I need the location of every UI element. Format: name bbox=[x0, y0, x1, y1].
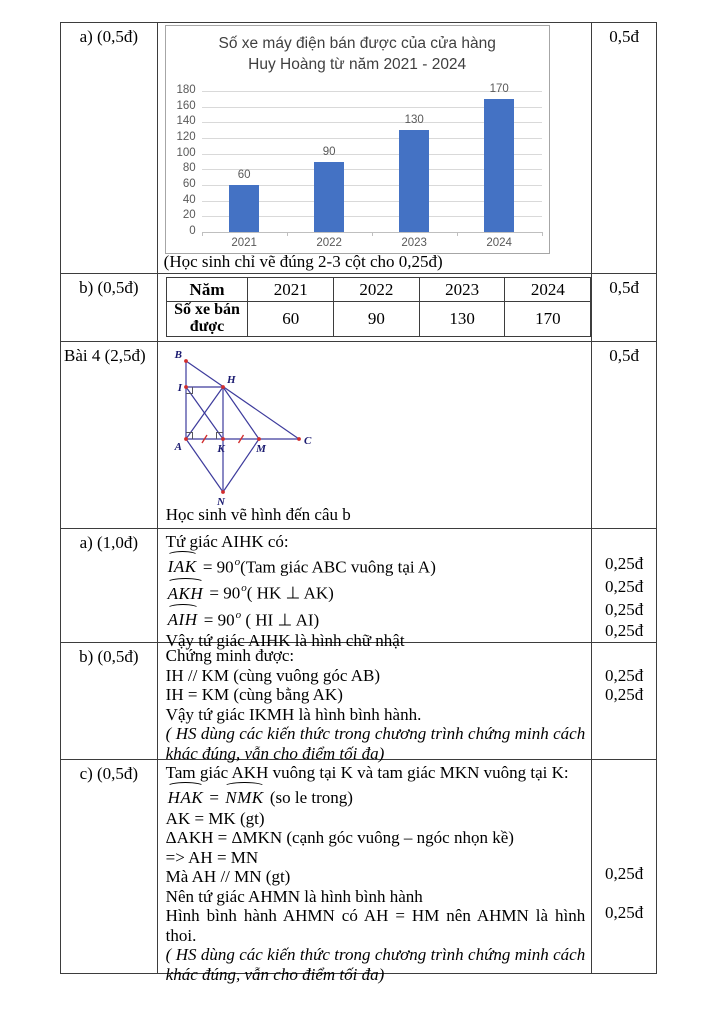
score-value: 0,25đ bbox=[604, 665, 644, 685]
score-spacer bbox=[592, 942, 656, 962]
value-2021: 60 bbox=[248, 302, 334, 337]
proof-cell bbox=[158, 643, 593, 763]
chart-note: (Học sinh chỉ vẽ đúng 2-3 cột cho 0,25đ) bbox=[163, 252, 443, 271]
point-label-H: H bbox=[226, 374, 236, 386]
y-axis-tick-label: 0 bbox=[189, 225, 196, 237]
row-label: b) (0,5đ) bbox=[61, 643, 158, 759]
score-spacer bbox=[592, 724, 656, 744]
chart-title-line2: Huy Hoàng từ năm 2021 - 2024 bbox=[248, 56, 467, 73]
score-value: 0,25đ bbox=[604, 864, 644, 883]
geometry-figure bbox=[164, 348, 316, 518]
chart-title-line1: Số xe máy điện bán được của cửa hàng bbox=[218, 35, 496, 52]
proof-line: thoi. bbox=[165, 925, 197, 945]
bar-data-label: 90 bbox=[322, 145, 336, 158]
chart-title bbox=[166, 33, 549, 75]
score-spacer bbox=[592, 806, 656, 826]
table-row bbox=[166, 278, 591, 302]
proof-line: khác đúng, vẫn cho điểm tối đa) bbox=[165, 964, 385, 984]
bar-2023 bbox=[399, 130, 429, 232]
header-2021: 2021 bbox=[248, 278, 334, 302]
x-axis-tick bbox=[457, 232, 458, 236]
x-axis-tick bbox=[202, 232, 203, 236]
bar-data-label: 130 bbox=[404, 114, 424, 127]
row-label: c) (0,5đ) bbox=[61, 760, 158, 973]
angle-hat: AKH bbox=[166, 579, 206, 605]
rubric-row-bai4-figure bbox=[61, 342, 656, 529]
score-value: 0,25đ bbox=[604, 685, 644, 704]
point-label-C: C bbox=[303, 435, 312, 447]
score-spacer bbox=[592, 646, 656, 666]
x-axis-label: 2021 bbox=[231, 237, 257, 249]
x-axis-label: 2024 bbox=[486, 237, 512, 249]
score-spacer bbox=[592, 532, 656, 552]
point-label-I: I bbox=[177, 382, 182, 394]
score-cell bbox=[592, 643, 656, 759]
score-value: 0,25đ bbox=[604, 553, 644, 573]
score-spacer bbox=[592, 923, 656, 943]
proof-line: ( HS dùng các kiến thức trong chương trình chứng minh cách bbox=[165, 945, 586, 964]
row-label: a) (1,0đ) bbox=[61, 529, 158, 642]
score-cell bbox=[592, 760, 656, 973]
point-H bbox=[221, 385, 225, 389]
y-axis-tick-label: 120 bbox=[176, 131, 196, 143]
x-axis-tick bbox=[542, 232, 543, 236]
y-axis-tick-label: 180 bbox=[176, 84, 196, 96]
point-B bbox=[184, 359, 188, 363]
score-spacer bbox=[592, 783, 656, 806]
proof-lines bbox=[158, 529, 592, 651]
rubric-row-a-chart bbox=[61, 23, 656, 274]
score-spacer bbox=[592, 825, 656, 845]
score-value: 0,25đ bbox=[604, 599, 644, 619]
proof-line: IH // KM (cùng vuông góc AB) bbox=[165, 665, 381, 685]
proof-line: AKH = $90^o$( HK ⊥ AK) bbox=[166, 578, 586, 605]
score-value: 0,25đ bbox=[604, 620, 644, 640]
score-cell: 0,5đ bbox=[609, 346, 639, 365]
bar-2024 bbox=[484, 99, 514, 232]
x-axis-label: 2022 bbox=[316, 237, 342, 249]
bar-2022 bbox=[314, 162, 344, 233]
data-table-cell bbox=[158, 274, 593, 341]
y-axis-tick-label: 40 bbox=[182, 193, 196, 206]
point-label-B: B bbox=[174, 349, 182, 361]
y-axis-tick-label: 100 bbox=[176, 146, 196, 159]
proof-line: Vậy tứ giác AIHK là hình chữ nhật bbox=[165, 631, 405, 651]
score-cell: 0,5đ bbox=[609, 27, 639, 46]
point-N bbox=[221, 490, 225, 494]
bar-data-label: 60 bbox=[237, 169, 251, 181]
angle-hat: HAK bbox=[166, 783, 206, 809]
proof-line: AK = MK (gt) bbox=[165, 808, 265, 828]
score-lines bbox=[592, 760, 656, 981]
score-spacer bbox=[592, 705, 656, 725]
proof-line: IAK = $90^o(Tam$ giác ABC vuông tại A) bbox=[166, 552, 586, 579]
point-label-A: A bbox=[174, 441, 182, 453]
data-table bbox=[166, 277, 592, 337]
chart-cell bbox=[158, 23, 593, 273]
x-axis-tick bbox=[287, 232, 288, 236]
score-spacer bbox=[592, 884, 656, 904]
proof-cell bbox=[158, 529, 593, 651]
proof-line: Vậy tứ giác IKMH là hình bình hành. bbox=[165, 704, 422, 724]
point-label-K: K bbox=[217, 443, 225, 455]
proof-line: Mà AH // MN (gt) bbox=[165, 867, 291, 886]
y-axis-tick-label: 60 bbox=[182, 178, 196, 190]
score-cell bbox=[592, 529, 656, 642]
proof-line: Nên tứ giác AHMN là hình bình hành bbox=[165, 886, 423, 906]
proof-lines bbox=[158, 643, 592, 763]
angle-hat: AIH bbox=[166, 605, 200, 631]
value-2022: 90 bbox=[334, 302, 420, 337]
segment-MN bbox=[223, 439, 259, 492]
proof-line: IH = KM (cùng bằng AK) bbox=[165, 685, 343, 704]
proof-line: ( HS dùng các kiến thức trong chương trình chứng minh cách bbox=[165, 724, 586, 743]
proof-line: AIH = $90^o$ ( HI ⊥ AI) bbox=[166, 605, 586, 632]
y-axis-tick-label: 20 bbox=[182, 209, 196, 222]
point-K bbox=[221, 437, 225, 441]
header-2022: 2022 bbox=[334, 278, 420, 302]
rubric-row-b-table bbox=[61, 274, 656, 342]
segment-BC bbox=[186, 361, 299, 439]
figure-caption: Học sinh vẽ hình đến câu b bbox=[165, 505, 351, 524]
row-header-so-xe: Số xe bán được bbox=[166, 302, 248, 337]
proof-lines bbox=[158, 760, 592, 984]
proof-cell bbox=[158, 760, 593, 984]
row-label: b) (0,5đ) bbox=[61, 274, 158, 341]
score-value: 0,25đ bbox=[604, 576, 644, 596]
proof-line: Hình bình hành AHMN có AH = HM nên AHMN là hình bbox=[165, 906, 586, 925]
bar-2021 bbox=[229, 185, 259, 232]
angle-hat: NMK bbox=[223, 783, 265, 809]
segment-HM bbox=[223, 387, 259, 439]
x-axis-label: 2023 bbox=[401, 237, 427, 249]
header-nam: Năm bbox=[166, 278, 248, 302]
score-lines bbox=[592, 529, 656, 640]
y-axis-tick-label: 80 bbox=[182, 162, 196, 175]
row-label: a) (0,5đ) bbox=[61, 23, 158, 273]
proof-line: ΔAKH = ΔMKN (cạnh góc vuông – ngóc nhọn kề) bbox=[165, 828, 514, 847]
x-axis-tick bbox=[372, 232, 373, 236]
y-axis-tick-label: 160 bbox=[176, 99, 196, 112]
table-row bbox=[166, 302, 591, 337]
score-value: 0,25đ bbox=[604, 903, 644, 922]
point-M bbox=[257, 437, 261, 441]
score-lines bbox=[592, 643, 656, 763]
proof-line: Tam giác AKH vuông tại K và tam giác MKN vuông tại K: bbox=[165, 763, 569, 782]
bar-data-label: 170 bbox=[489, 82, 509, 95]
header-2023: 2023 bbox=[419, 278, 505, 302]
score-spacer bbox=[592, 962, 656, 982]
value-2024: 170 bbox=[505, 302, 591, 337]
point-label-N: N bbox=[216, 496, 225, 508]
point-C bbox=[297, 437, 301, 441]
proof-line: => AH = MN bbox=[165, 847, 259, 867]
point-label-M: M bbox=[255, 443, 266, 455]
rubric-row-a-proof bbox=[61, 529, 656, 651]
proof-line: Chứng minh được: bbox=[165, 646, 295, 665]
proof-line: Tứ giác AIHK có: bbox=[165, 532, 289, 551]
score-spacer bbox=[592, 845, 656, 865]
value-2023: 130 bbox=[419, 302, 505, 337]
y-axis-tick-label: 140 bbox=[176, 115, 196, 128]
proof-line: HAK = NMK (so le trong) bbox=[166, 783, 586, 809]
rubric-row-c-proof bbox=[61, 760, 656, 984]
proof-line: khác đúng, vẫn cho điểm tối đa) bbox=[165, 743, 385, 763]
point-A bbox=[184, 437, 188, 441]
figure-cell bbox=[158, 342, 593, 528]
bar-chart bbox=[165, 25, 550, 254]
row-label: Bài 4 (2,5đ) bbox=[61, 342, 158, 528]
angle-hat: IAK bbox=[166, 552, 199, 578]
score-spacer bbox=[592, 763, 656, 783]
rubric-row-b-proof bbox=[61, 643, 656, 763]
point-I bbox=[184, 385, 188, 389]
header-2024: 2024 bbox=[505, 278, 591, 302]
score-cell: 0,5đ bbox=[609, 278, 639, 297]
rubric-table bbox=[60, 22, 657, 984]
